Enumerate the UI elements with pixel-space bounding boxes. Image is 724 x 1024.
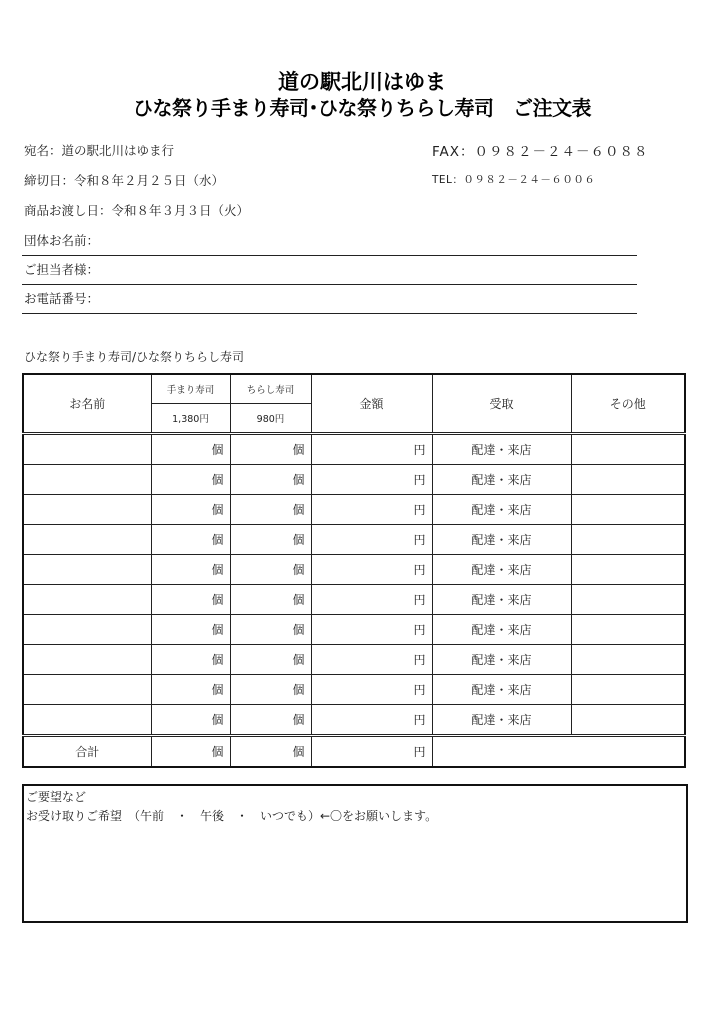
- pickup-cell[interactable]: 配達・来店: [432, 645, 571, 675]
- group-name-label: 団体お名前：: [24, 233, 100, 248]
- amount-cell[interactable]: 円: [311, 525, 432, 555]
- temari-qty[interactable]: 個: [151, 555, 230, 585]
- amount-cell[interactable]: 円: [311, 465, 432, 495]
- other-cell[interactable]: [571, 615, 685, 645]
- name-cell[interactable]: [23, 495, 151, 525]
- other-cell[interactable]: [571, 585, 685, 615]
- name-cell[interactable]: [23, 434, 151, 465]
- name-cell[interactable]: [23, 465, 151, 495]
- table-row: [23, 525, 685, 555]
- chirashi-qty[interactable]: 個: [230, 615, 311, 645]
- amount-cell[interactable]: 円: [311, 615, 432, 645]
- other-cell[interactable]: [571, 645, 685, 675]
- deadline: 締切日：令和８年２月２５日（水）: [24, 173, 225, 188]
- temari-qty[interactable]: 個: [151, 615, 230, 645]
- pickup-cell[interactable]: 配達・来店: [432, 495, 571, 525]
- chirashi-qty[interactable]: 個: [230, 555, 311, 585]
- total-chirashi-qty[interactable]: 個: [230, 736, 311, 768]
- other-cell[interactable]: [571, 465, 685, 495]
- total-label: 合計: [23, 736, 151, 768]
- table-row: [23, 675, 685, 705]
- pickup-cell[interactable]: 配達・来店: [432, 555, 571, 585]
- chirashi-qty[interactable]: 個: [230, 434, 311, 465]
- pickup-cell[interactable]: 配達・来店: [432, 465, 571, 495]
- remarks-box[interactable]: [22, 784, 688, 923]
- temari-qty[interactable]: 個: [151, 465, 230, 495]
- amount-cell[interactable]: 円: [311, 495, 432, 525]
- amount-cell[interactable]: 円: [311, 555, 432, 585]
- pickup-preference: お受け取りご希望 （午前 ・ 午後 ・ いつでも）←〇をお願いします。: [26, 809, 438, 823]
- amount-cell[interactable]: 円: [311, 585, 432, 615]
- table-row: [23, 465, 685, 495]
- pickup-cell[interactable]: 配達・来店: [432, 585, 571, 615]
- group-name-field[interactable]: [22, 255, 637, 256]
- pickup-cell[interactable]: 配達・来店: [432, 705, 571, 736]
- table-row: [23, 434, 685, 465]
- temari-qty[interactable]: 個: [151, 434, 230, 465]
- temari-qty[interactable]: 個: [151, 645, 230, 675]
- temari-qty[interactable]: 個: [151, 705, 230, 736]
- table-row: [23, 555, 685, 585]
- temari-qty[interactable]: 個: [151, 525, 230, 555]
- chirashi-qty[interactable]: 個: [230, 465, 311, 495]
- title-line2: ひな祭り手まり寿司･ひな祭りちらし寿司 ご注文表: [133, 96, 591, 120]
- chirashi-qty[interactable]: 個: [230, 705, 311, 736]
- header-amount: 金額: [311, 374, 432, 434]
- title-line1: 道の駅北川はゆま: [278, 70, 446, 94]
- name-cell[interactable]: [23, 705, 151, 736]
- contact-person-field[interactable]: [22, 284, 637, 285]
- chirashi-qty[interactable]: 個: [230, 525, 311, 555]
- name-cell[interactable]: [23, 675, 151, 705]
- total-amount[interactable]: 円: [311, 736, 432, 768]
- address: 宛名：道の駅北川はゆま行: [24, 143, 175, 158]
- tel-number: TEL：０９８２－２４－６００６: [432, 174, 596, 186]
- chirashi-qty[interactable]: 個: [230, 585, 311, 615]
- table-row: [23, 645, 685, 675]
- total-row: [23, 736, 685, 768]
- name-cell[interactable]: [23, 615, 151, 645]
- total-blank: [432, 736, 685, 768]
- temari-qty[interactable]: 個: [151, 675, 230, 705]
- order-table: [22, 373, 686, 768]
- phone-field[interactable]: [22, 313, 637, 314]
- contact-person-label: ご担当者様：: [24, 262, 100, 277]
- header-name: お名前: [23, 374, 151, 434]
- phone-label: お電話番号：: [24, 291, 100, 306]
- table-row: [23, 705, 685, 736]
- name-cell[interactable]: [23, 555, 151, 585]
- table-row: [23, 615, 685, 645]
- other-cell[interactable]: [571, 705, 685, 736]
- other-cell[interactable]: [571, 434, 685, 465]
- name-cell[interactable]: [23, 585, 151, 615]
- total-temari-qty[interactable]: 個: [151, 736, 230, 768]
- fax-number: FAX：０９８２－２４－６０８８: [432, 144, 649, 160]
- other-cell[interactable]: [571, 675, 685, 705]
- header-temari: 手まり寿司: [151, 374, 230, 404]
- amount-cell[interactable]: 円: [311, 675, 432, 705]
- other-cell[interactable]: [571, 495, 685, 525]
- amount-cell[interactable]: 円: [311, 705, 432, 736]
- chirashi-qty[interactable]: 個: [230, 495, 311, 525]
- name-cell[interactable]: [23, 645, 151, 675]
- table-caption: ひな祭り手まり寿司/ひな祭りちらし寿司: [24, 350, 245, 364]
- pickup-cell[interactable]: 配達・来店: [432, 434, 571, 465]
- pickup-cell[interactable]: 配達・来店: [432, 525, 571, 555]
- other-cell[interactable]: [571, 525, 685, 555]
- pickup-cell[interactable]: 配達・来店: [432, 675, 571, 705]
- other-cell[interactable]: [571, 555, 685, 585]
- pickup-cell[interactable]: 配達・来店: [432, 615, 571, 645]
- delivery-date: 商品お渡し日：令和８年３月３日（火）: [24, 203, 250, 218]
- header-chirashi: ちらし寿司: [230, 374, 311, 404]
- temari-price: 1,380円: [151, 404, 230, 434]
- temari-qty[interactable]: 個: [151, 495, 230, 525]
- header-pickup: 受取: [432, 374, 571, 434]
- remarks-title: ご要望など: [26, 790, 87, 804]
- amount-cell[interactable]: 円: [311, 434, 432, 465]
- chirashi-qty[interactable]: 個: [230, 645, 311, 675]
- temari-qty[interactable]: 個: [151, 585, 230, 615]
- header-other: その他: [571, 374, 685, 434]
- table-row: [23, 495, 685, 525]
- table-row: [23, 585, 685, 615]
- chirashi-price: 980円: [230, 404, 311, 434]
- name-cell[interactable]: [23, 525, 151, 555]
- chirashi-qty[interactable]: 個: [230, 675, 311, 705]
- amount-cell[interactable]: 円: [311, 645, 432, 675]
